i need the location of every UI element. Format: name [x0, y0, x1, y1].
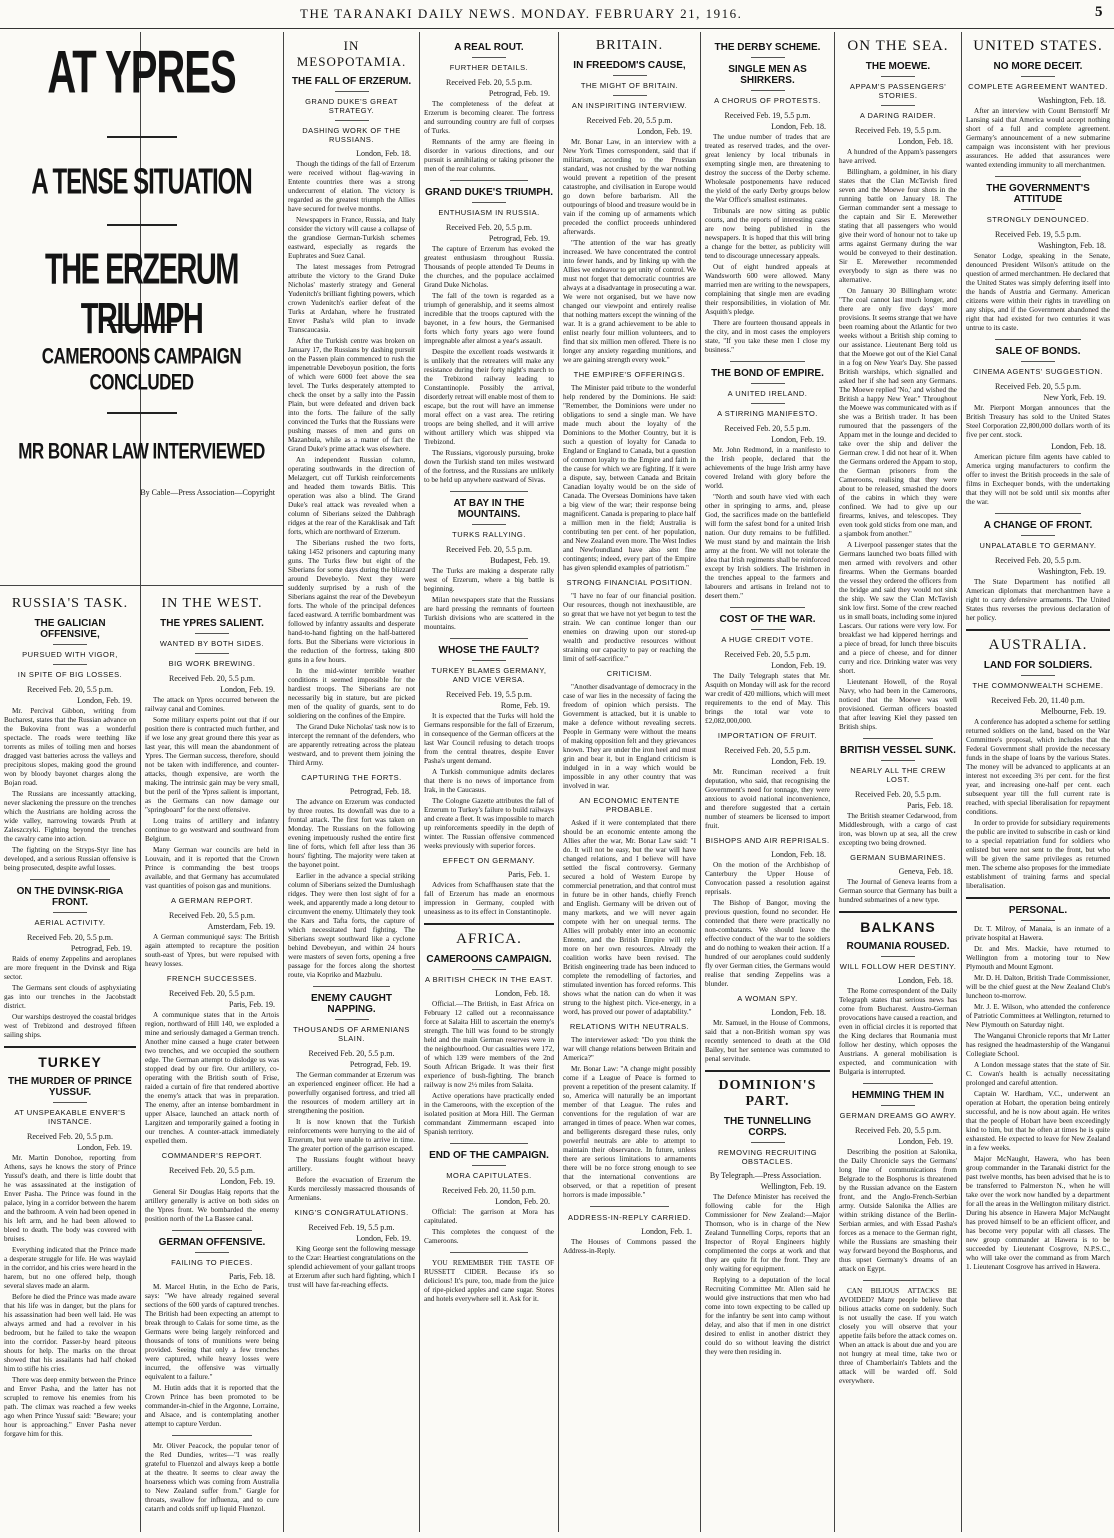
- dateline: London, Feb. 19.: [771, 661, 826, 670]
- paragraph: A Turkish communique admits declares that there is no news of importance from Irak, in the Caucasus.: [424, 768, 554, 794]
- paragraph: "North and south have vied with each other in springing to arms, and, please God, the sacrifices made on the battlefield will form the safest bond for a united Irish nation. Our duty remains to be fulfilled. We must stand by and maintain the Irish army at the front. We will not tolerate the idea that Irish regiments shall be reinforced except by Irish soldiers. The Irishmen in the trenches appeal to the farmers and labourers and artisans in Ireland not to desert them.": [705, 493, 830, 600]
- subhead: A UNITED IRELAND.: [727, 389, 808, 398]
- column-1: [0, 590, 140, 1538]
- paragraph: Mr. Pierpont Morgan announces that the British Treasury has sold to the United States Steel Corporation 22,800,000 dollars worth of its five per cent. stock.: [966, 404, 1110, 439]
- head-mesopotamia: IN MESOPOTAMIA.: [296, 38, 407, 69]
- dateline: London, Feb. 1.: [641, 1227, 692, 1236]
- received-line: Received Feb. 20, 5.5 p.m.: [855, 790, 941, 799]
- subhead: CAPTURING THE FORTS.: [301, 773, 402, 782]
- column-6: [701, 32, 834, 1532]
- paragraph: "The attention of the war has greatly increased. We have concentrated the control into fewer hands, and by linking up with the Allies we endeavor to get unity of control. We must not forget that democratic countries are always at a disadvantage in prosecuting a war. We were not organised, but we have now changed our viewpoint and entirely realise that nothing matters except the winning of the war. It is a grand achievement to be able to enlist nearly four million volunteers, and to find that six million men offered. There is no longer any anxiety regarding munitions, and we are gaining strength every week.": [563, 239, 696, 364]
- dateline: London, Feb. 19.: [771, 435, 826, 444]
- paragraph: Advices from Schaffhausen state that the fall of Erzerum has made an enormous impression in Germany, coupled with uneasiness as to its effect in Constantinople.: [424, 881, 554, 916]
- subhead: THOUSANDS OF ARMENIANS SLAIN.: [293, 1025, 410, 1043]
- received-line: Received Feb. 19, 5.5 p.m.: [308, 1223, 395, 1232]
- dateline: London, Feb. 18.: [356, 149, 411, 158]
- paragraph: The advance on Erzerum was conducted by three routes. Its downfall was due to a frontal attack. The first fort was taken on Monday. The Russians on the following evening impetuously rushed the entire first line of forts, which fell after less than 36 hours' fighting. The majority were taken at the bayonet point.: [288, 798, 415, 869]
- paragraph: King George sent the following message to the Czar: Heartiest congratulations on the splendid achievement of your gallant troops at Erzerum after such hard fighting, which I trust will have far-reaching effects.: [288, 1245, 415, 1289]
- received-line: Received Feb. 20, 5.5 p.m.: [169, 674, 255, 683]
- paragraph: Newspapers in France, Russia, and Italy consider the victory will cause a collapse of the grandiose German-Turkish schemes eastward, especially as regards the Euphrates and Suez Canal.: [288, 216, 415, 260]
- paragraph: A London message states that the state of Sir. C. Cowan's health is actually necessitating prolonged and careful attention.: [966, 1061, 1110, 1087]
- subhead: AT UNSPEAKABLE ENVER'S INSTANCE.: [14, 1108, 126, 1126]
- headline-tense-situation: A TENSE SITUATION: [31, 162, 252, 203]
- received-line: Received Feb. 19, 5.5 p.m.: [855, 126, 941, 135]
- paragraph: The fall of the town is regarded as a triumph of generalship, and it seems almost incredible that the troops captured with the bayonet, in a few hours, the Germanised forts which forty years ago were found impregnable after almost a year's assault.: [424, 292, 554, 345]
- advertisement: YOU REMEMBER THE TASTE OF RUSSETT CIDER. Because it's so delicious! It's pure, too, made from the juice of ripe-picked apples and cane sugar. Stores and hotels everywhere sell it. Ask for it.: [424, 1259, 554, 1303]
- dateline: Wellington, Feb. 19.: [760, 1182, 826, 1191]
- dateline: London, Feb. 19.: [77, 1143, 132, 1152]
- dateline: Petrograd, Feb. 19.: [488, 234, 550, 243]
- paragraph: Tribunals are now sitting as public courts, and the reports of interesting cases are now being published in the newspapers. It is hoped that this will bring a change for the better, as publicity will tend to discourage unnecessary appeals.: [705, 207, 830, 260]
- received-line: Received Feb. 20, 5.5 p.m.: [27, 685, 113, 694]
- paragraph: Before the evacuation of Erzerum the Kurds mercilessly massacred thousands of Armenians.: [288, 1176, 415, 1202]
- paragraph: Major McNaught, Hawera, who has been group commander in the Taranaki district for the past twelve months, has been advised that he is to be transferred to Palmerston N., when he will take over the work now handled by a department for all the areas in the Wellington military district. During his absence in Hawera Major McNaught has proved himself to be an efficient officer, and has become very popular with all classes. The new group commander at Hawera is to be succeeded by Lieutenant Cosgrove, N.P.S.C., who will take over the command as from March 1. Lieutenant Cosgrove has arrived in Hawera.: [966, 1155, 1110, 1271]
- paragraph: Mr. Bonar Law, in an interview with a New York Times correspondent, said that if militarism, according to the Prussian standard, was not crushed by the war nothing would prevent a repetition of the present catastrophe, and civilisation in Europe would go down before barbarism. All the outpourings of blood and treasure would be in vain if the coming up of armaments which preceded the conflict proceeds unhindered afterwards.: [563, 138, 696, 236]
- subhead: GERMAN SUBMARINES.: [850, 853, 946, 862]
- paragraph: Captain W. Hardham, V.C., underwent an operation at Hobart, the operation being entirely successful, and he is now about again. He writes that the people of Hobart have been exceedingly kind to him, but that he often at times he is quite exhausted. He expected to leave for New Zealand in a few weeks.: [966, 1090, 1110, 1152]
- column-3: [284, 32, 419, 1532]
- head-australia: AUSTRALIA.: [988, 637, 1088, 653]
- subhead: CRITICISM.: [606, 669, 653, 678]
- column-8: [962, 32, 1114, 1532]
- dateline: London, Feb. 18.: [1051, 442, 1106, 451]
- paragraph: M. Hutin adds that it is reported that the Crown Prince has been promoted to be commander-in-chief in the Argonne, Lorraine, and Alsace, and is contemplating another attempt to capture Verdun.: [145, 1384, 279, 1428]
- paragraph: The State Department has notified all American diplomats that merchantmen have a right to carry defensive armaments. The United States thus reverses the previous declaration of her policy.: [966, 578, 1110, 622]
- head-united-states: UNITED STATES.: [973, 38, 1103, 54]
- head-africa: AFRICA.: [456, 931, 522, 947]
- paragraph: The Germans sent clouds of asphyxiating gas into our trenches in the Jacobstadt district.: [4, 984, 136, 1010]
- paragraph: Mr. Percival Gibbon, writing from Bucharest, states that the Russian advance on the Bukovina front was a wonderful spectacle. The roads were teething like torrents as miles of toiling men and horses dragged vast batteries across the valleys and precipitous slopes, making good the ground won by bloody bayonet charges along the Bojan road.: [4, 707, 136, 787]
- paragraph: Dr. and Mrs. Mackie, have returned to Wellington from a motoring tour to New Plymouth and Mount Egmont.: [966, 945, 1110, 971]
- subhead: UNPALATABLE TO GERMANY.: [979, 541, 1097, 550]
- paragraph: Billingham, a goldminer, in his diary states that the Clan McTavish fired seven and the Moewe four shots in the running battle on January 18. The German commander sent a message to the captain and Sir E. Merewether stating that all passengers who would give their word of honour not to take up arms against Germany during the war would be conveyed to their destination. Sir E. Merewether recommended everybody to sign as there was no alternative.: [839, 168, 957, 284]
- head-turkey: TURKEY: [38, 1054, 102, 1070]
- subhead: DASHING WORK OF THE RUSSIANS.: [302, 126, 401, 144]
- head-in-the-west: IN THE WEST.: [161, 596, 263, 611]
- paragraph: The Grand Duke Nicholas' task now is to intercept the remnant of the defenders, who are apparently retreating across the plateau westward, and to prevent them joining the Third Army.: [288, 723, 415, 767]
- subhead: AN ECONOMIC ENTENTE PROBABLE.: [579, 796, 680, 814]
- received-line: Received Feb. 20, 5.5 p.m.: [169, 1166, 255, 1175]
- paragraph: The Journal of Geneva learns from a German source that Germany has built a hundred submarines of a new type.: [839, 878, 957, 904]
- byline: By Telegraph.—Press Association.: [709, 1171, 822, 1180]
- paragraph: Senator Lodge, speaking in the Senate, denounced President Wilson's attitude on the question of armed merchantmen. He declared that the United States was simply deferring itself into the hands of Austria and Germany. American citizens were within their rights in travelling on any ships, and if the Government abandoned the right that had existed for two centuries it was untrue to its caste.: [966, 252, 1110, 332]
- dateline: Rome, Feb. 19.: [500, 701, 550, 710]
- column-5: [559, 32, 700, 1532]
- paragraph: After the Turkish centre was broken on January 17, the Russians by dashing pursuit on the Passen plain commenced to rush the impenetrable Deveboyun position, the forts of which were 6000 feet above the sea level. The Turks desperately attempted to check the onset by a sally into the Passin Plain, but were defeated and driven back into the forts. The failure of the sally convinced the Turks that the Russians were pushing masses of men and guns on Mazanbula, while as a matter of fact the Grand Duke's prime attack was elsewhere.: [288, 337, 415, 453]
- dateline: London, Feb. 18.: [771, 122, 826, 131]
- dateline: Petrograd, Feb. 19.: [488, 89, 550, 98]
- paragraph: Mr. John Redmond, in a manifesto to the Irish people, declared that the achievements of the huge Irish army have covered Ireland with glory before the world.: [705, 446, 830, 490]
- dateline: London, Feb. 18.: [771, 850, 826, 859]
- dateline: Washington, Feb. 18.: [1037, 241, 1106, 250]
- paragraph: "Another disadvantage of democracy in the case of war lies in the necessity of facing the freedom of opinion which persists. The Government is attacked, but it is unable to make a defence without revealing secrets. People in Germany were without the means of making opposition felt and they grievances known. They are under the iron heel and must grin and bear it, but in England criticism is indulged in in a way which would be impossible in any other country that was involved in war.: [563, 683, 696, 790]
- subhead: APPAM'S PASSENGERS' STORIES.: [849, 82, 947, 100]
- paragraph: The undue number of trades that are treated as reserved trades, and the over-great leniency by local tribunals in exempting single men, are threatening to destroy the success of the Derby scheme. Wholesale postponements have reduced the yield of the early Derby groups below the War Office's smallest estimates.: [705, 133, 830, 204]
- paragraph: Remnants of the army are fleeing in disorder in various directions, and our pursuit is annihilating or taking prisoner the men of the rear columns.: [424, 138, 554, 173]
- subhead: COMPLETE AGREEMENT WANTED.: [968, 82, 1108, 91]
- paragraph: Describing the position at Salonika, the Daily Chronicle says the Germans' long line of communications from Belgrade to the Bosphorus is threatened by the Russian advance on the Eastern front, and the Anglo-French-Serbian army. Outside Salonika the Allies are within striking distance of the Berlin-Serbian armies, and with Essad Pasha's forces as a menace to the German right, while the Russians are smashing their way forward beyond the Bosphorus, and thus upset Germany's dreams of an attack on Egypt.: [839, 1148, 957, 1273]
- dateline: New York, Feb. 19.: [1043, 393, 1106, 402]
- head-hemming: HEMMING THEM IN: [851, 1090, 945, 1101]
- paragraph: The capture of Erzerum has evoked the greatest enthusiasm throughout Russia. Thousands of people attended Te Deums in the churches, and the populace acclaimed Grand Duke Nicholas.: [424, 245, 554, 289]
- head-enemy-caught: ENEMY CAUGHT NAPPING.: [311, 993, 392, 1015]
- paragraph: The British steamer Cedarwood, from Middlesbrough, with a cargo of cast iron, was blown up at sea, all the crew excepting two being drowned.: [839, 812, 957, 847]
- dateline: Paris, Feb. 18.: [229, 1272, 275, 1281]
- lead-headlines: [0, 34, 283, 634]
- head-dvinsk: ON THE DVINSK-RIGA FRONT.: [16, 886, 124, 908]
- head-bond-empire: THE BOND OF EMPIRE.: [711, 368, 824, 379]
- headline-erzerum-triumph: THE ERZERUM TRIUMPH: [45, 246, 238, 344]
- paragraph: The Russians, vigorously pursuing, broke down the Turkish stand ten miles westward of the fortress, and the Russians are unlikely to be held up anywhere eastward of Sivas.: [424, 449, 554, 484]
- subhead: THE COMMONWEALTH SCHEME.: [972, 681, 1104, 690]
- paragraph: This completes the conquest of the Cameroons.: [424, 1228, 554, 1245]
- dateline: Amsterdam, Feb. 19.: [207, 922, 275, 931]
- paragraph: Lieutenant Howell, of the Royal Navy, who had been in the Cameroons, noticed that the Moewe was well provisioned. German officers boasted that after leaving Kiel they passed ten British ships.: [839, 678, 957, 731]
- paragraph: Many German war councils are held in Louvain, and it is reported that the Crown Prince is commanding the best troops available, and that Germany has accumulated vast quantities of poison gas and munitions.: [145, 846, 279, 890]
- subhead: THE MIGHT OF BRITAIN.: [580, 81, 679, 90]
- paragraph: The attack on Ypres occurred between the railway canal and Comines.: [145, 696, 279, 713]
- headline-at-ypres: AT YPRES: [47, 40, 236, 106]
- subhead: PURSUED WITH VIGOR,: [22, 650, 118, 659]
- paragraph: Mr. Martin Donohoe, reporting from Athens, says he knows the story of Prince Yussuf's death, and there is little doubt that he was assassinated at the instigation of Enver Pasha. The Prince was found in the palace, lying in a corridor between the harem and the bathroom. A vein had been opened in his left arm, and he had been allowed to bleed to death. The body was covered with bruises.: [4, 1154, 136, 1243]
- paragraph: Our warships destroyed the coastal bridges west of Trebizond and destroyed fifteen sailing ships.: [4, 1013, 136, 1039]
- dateline: Geneva, Feb. 18.: [898, 867, 953, 876]
- head-government-attitude: THE GOVERNMENT'S ATTITUDE: [986, 183, 1090, 205]
- subhead: THE TUNNELLING CORPS.: [723, 1116, 812, 1138]
- advertisement: CAN BILIOUS ATTACKS BE AVOIDED? Many people believe that bilious attacks come on suddenly. Such is not usually the case. If you watch closely you will observe that your appetite fails before the attack comes on. When an attack is about due and you are not hungry at meal time, take two or three of Chamberlain's Tablets and the attack will be warded off. Sold everywhere.: [839, 1287, 957, 1385]
- subhead: THE FALL OF ERZERUM.: [291, 76, 412, 87]
- paragraph: On January 30 Billingham wrote: "The coal cannot last much longer, and there are only five days' more provisions. It seems strange that we have been roaming about the Atlantic for two weeks without a British ship coming to our assistance. Lieutenant Berg told us that the Moewe got out of the Kiel Canal in a fog on New Year's Day. She passed British warships, which signalled and asked her if she had seen any Germans. The Moewe replied 'No,' and wished the British a happy New Year." Throughout the Moewe was communicated with as if she was a British trader. It has been rumoured that the passengers of the Appam met in the lounge and decided to take over the ship and deliver the German crew. I did not hear of it. When the Germans ordered the Appam to stop, the German prisoners from the Cameroons, realising that they were about to be released, smashed the doors of the cabins in which they were confined. We had to give up our firearms, knives, and telescopes. They even took gold sticks from one man, and a sjambok from another.": [839, 287, 957, 538]
- subhead: NO MORE DECEIT.: [993, 61, 1083, 72]
- dateline: London, Feb. 19.: [220, 1177, 275, 1186]
- subhead: AERIAL ACTIVITY.: [34, 918, 106, 927]
- head-personal: PERSONAL.: [1008, 905, 1068, 916]
- head-whose-fault: WHOSE THE FAULT?: [438, 645, 540, 656]
- head-real-rout: A REAL ROUT.: [454, 42, 524, 53]
- dateline: London, Feb. 19.: [220, 685, 275, 694]
- paragraph: The Siberians rushed the two forts, taking 1452 prisoners and capturing many guns. The Turks flew but eight of the Siberians for some days during the blizzard around Devebeylo. Next they were suddenly surprised by a rush of the Siberians against the rear of the Devebeyun forts. The whole of the principal defences faced eastward. A terrific bombardment was followed by infantry assaults and desperate hand-to-hand fighting on the half-battered forts. But the Siberians were victorious in the reduction of the fortress, taking 800 guns in a few hours.: [288, 539, 415, 664]
- paragraph: In the mid-winter terrible weather conditions it seemed impossible for the hardiest troops. The Siberians are not necessarily big in stature, but are picked men of the quality of guards, sent to do soldiering on the confines of the Empire.: [288, 667, 415, 720]
- dateline: London, Feb. 18.: [898, 976, 953, 985]
- head-end-campaign: END OF THE CAMPAIGN.: [429, 1150, 549, 1161]
- paragraph: American picture film agents have cabled to America urging manufacturers to confirm the offer to invest the British proceeds in the sale of films in Exchequer bonds, with the undertaking that they will not be sold until six months after the war.: [966, 453, 1110, 506]
- received-line: Received Feb. 20, 5.5 p.m.: [446, 78, 532, 87]
- subhead: GRAND DUKE'S GREAT STRATEGY.: [305, 97, 398, 115]
- subhead: ADDRESS-IN-REPLY CARRIED.: [567, 1213, 692, 1222]
- headline-bonar-law: MR BONAR LAW INTERVIEWED: [18, 439, 265, 464]
- subhead: WILL FOLLOW HER DESTINY.: [839, 962, 957, 971]
- paragraph: A German communiqué says: The British again attempted to recapture the position south-east of Ypres, but were repulsed with heavy losses.: [145, 933, 279, 968]
- subhead: WANTED BY BOTH SIDES.: [159, 639, 265, 648]
- paragraph: The Russians are incessantly attacking, never slackening the pressure on the trenches which the Austrians are holding across the wide valley, narrowing towards Pruth at Zaleszczyki. Fighting beyond the trenches the cavalry came into action.: [4, 790, 136, 843]
- dateline: Petrograd, Feb. 18.: [349, 787, 411, 796]
- received-line: Received Feb. 20, 5.5 p.m.: [855, 1126, 941, 1135]
- cable-credit: By Cable—Press Association—Copyright: [140, 488, 275, 497]
- subhead: GERMAN DREAMS GO AWRY.: [839, 1111, 957, 1120]
- dateline: Petrograd, Feb. 19.: [70, 944, 132, 953]
- paragraph: The Defence Minister has received the following cable for the High Commissioner for New Zealand:—Major Thomson, who is in charge of the New Zealand Tunnelling Corps, reports that an Inspector of Royal Engineers highly complimented the corps at work and that they are quite fit for the front. They are only waiting for equipment.: [705, 1193, 830, 1273]
- subhead: NEARLY ALL THE CREW LOST.: [850, 766, 946, 784]
- dateline: London, Feb. 18.: [495, 989, 550, 998]
- dateline: London, Feb. 20.: [495, 1197, 550, 1206]
- paragraph: General Sir Douglas Haig reports that the artillery generally is active on both sides on the Ypres front. We bombarded the enemy position north of the La Bassee canal.: [145, 1188, 279, 1223]
- received-line: Received Feb. 20, 5.5 p.m.: [169, 989, 255, 998]
- subhead: THE MOEWE.: [865, 61, 931, 72]
- subhead: REMOVING RECRUITING OBSTACLES.: [717, 1148, 818, 1166]
- paragraph: Asked if it were contemplated that there should be an economic entente among the Allies after the war, Mr. Bonar Law said: "I do. It will not be easy, but the war will have changed relations, and I believe will have settled the fiscal controversy. Germany secured a hold of Western Europe by commercial penetration, and that control must in future be in other hands, chiefly French and English. Germany will be driven out of many markets, and we will never again compete with her on unequal terms. The Allies will probably enter into an economic Entente, and the British Empire will rely more on her own resources. Already the coalition works have been revised. The British engineering trade has been induced to complete the remodelling of factories, and stimulated invention has forced reforms. This shows what the nation can do when it was strung to the highest pitch. Vice-energy, in a word, has proved our power of adaptability.": [563, 819, 696, 1016]
- paragraph: The Wanganui Chronicle reports that Mr Latter has resigned the headmastership of the Wanganui Collegiate School.: [966, 1032, 1110, 1058]
- subhead: AN INSPIRITING INTERVIEW.: [571, 101, 688, 110]
- dateline: Paris, Feb. 19.: [229, 1000, 275, 1009]
- subhead: FURTHER DETAILS.: [449, 63, 529, 72]
- paragraph: Mr. Bonar Law: "A change might possibly come if a League of Peace is formed to prevent a repetition of the present calamity. If so, America will naturally be an important member of that League. The rules and conventions for the regulation of war are arranged in times of peace. When war comes, and belligerents disregard these rules, only powerful neutrals are able to attempt to maintain their observance. In future, unless there are serious limitations to armaments there will be no force strong enough to see that the international conventions are observed, or that a repetition of present horrors is made impossible.": [563, 1065, 696, 1199]
- paragraph: Raids of enemy Zeppelins and aeroplanes are more frequent in the Dvinsk and Riga sector.: [4, 955, 136, 981]
- paragraph: The completeness of the defeat at Erzerum is becoming clearer. The fortress and surrounding country are full of corpses of Turks.: [424, 100, 554, 135]
- subhead: THE MURDER OF PRINCE YUSSUF.: [8, 1076, 132, 1098]
- masthead: [0, 6, 1114, 29]
- subhead: A HUGE CREDIT VOTE.: [721, 635, 814, 644]
- advertisement: Mr. Oliver Peacock, the popular tenor of the Red Dundies, writes—"I was really grateful to Fluenzol and always keep a bottle at the theatre. It seems to clear away the hoarseness which was coming from Australia to New Zealand suffer from." Gargle for throats, swallow for influenza, and to cure catarrh and colds sniff up liquid Fluenzol.: [145, 1442, 279, 1513]
- dateline: London, Feb. 19.: [77, 696, 132, 705]
- paragraph: "I have no fear of our financial position. Our resources, though not inexhaustible, are so great that we have not yet begun to test the strain. We can continue longer than our enemies on drawing upon our stored-up wealth and productive resources without straining our capacity to pay or reaching the limit of self-sacrifice.": [563, 592, 696, 663]
- dateline: London, Feb. 19.: [356, 1234, 411, 1243]
- masthead-title: THE TARANAKI DAILY NEWS. MONDAY. FEBRUARY 21, 1916.: [300, 6, 743, 21]
- received-line: Received Feb. 20, 5.5 p.m.: [27, 933, 113, 942]
- head-balkans: BALKANS: [860, 919, 936, 935]
- paragraph: Though the tidings of the fall of Erzerum were received without flag-waving in Entente countries there was a strong undercurrent of elation. The victory is regarded as the greatest triumph the Allies have secured for twelve months.: [288, 160, 415, 213]
- paragraph: Active operations have practically ended in the Cameroons, with the exception of the isolated position at Mora Hill. The German commandant Zimmermann escaped into Spanish territory.: [424, 1092, 554, 1136]
- subhead: BIG WORK BREWING.: [168, 659, 256, 668]
- received-line: Received Feb. 20, 5.5 p.m.: [724, 746, 811, 755]
- subhead: ENTHUSIASM IN RUSSIA.: [438, 208, 540, 217]
- paragraph: In order to provide for subsidiary requirements the public are invited to subscribe in cash or kind to a special repatriation fund for soldiers who enlisted but were not sent to the front, but who will be given the same privileges as returned men. The scheme also proposes for the immediate establishment of training farms and special liberalisation.: [966, 819, 1110, 890]
- subhead: KING'S CONGRATULATIONS.: [294, 1208, 409, 1217]
- received-line: Received Feb. 20, 5.5 p.m.: [724, 650, 811, 659]
- dateline: London, Feb. 19.: [637, 127, 692, 136]
- subhead: THE GALICIAN OFFENSIVE,: [34, 618, 106, 640]
- headline-cameroons: CAMEROONS CAMPAIGN CONCLUDED: [41, 344, 242, 395]
- subhead: A GERMAN REPORT.: [170, 896, 254, 905]
- subhead: A STIRRING MANIFESTO.: [717, 409, 818, 418]
- received-line: Received Feb. 20, 5.5 p.m.: [995, 382, 1081, 391]
- dateline: Washington, Feb. 19.: [1037, 567, 1106, 576]
- head-vessel-sunk: BRITISH VESSEL SUNK.: [840, 745, 956, 756]
- paragraph: There are fourteen thousand appeals in the city, and in most cases the employers state, "If you take these men I close my business.": [705, 319, 830, 354]
- subhead: IN FREEDOM'S CAUSE,: [573, 60, 686, 71]
- paragraph: Earlier in the advance a special striking column of Siberians seized the Dumlushagh ridges. They were then lost sight of for a week, and apparently made a long detour to circumvent the enemy. Ultimately they took the Kars and Tafta forts, the capture of which necessitated hard fighting. The Siberians swept southward like a cyclone behind Devebeyun, and within 24 hours were masters of seven forts, opening a free passage for the forces along the shortest route, via Kopriko and Mazbulu.: [288, 872, 415, 979]
- subhead: STRONGLY DENOUNCED.: [986, 215, 1090, 224]
- paragraph: The Rome correspondent of the Daily Telegraph states that serious news has come from Bucharest. Austro-German provocations have caused a reaction, and even in official circles it is reported that the King declares that Roumania must follow her destiny, which opposes the Austrians. A general mobilisation is expected, and communication with Bulgaria is interrupted.: [839, 987, 957, 1076]
- subhead: A CHORUS OF PROTESTS.: [714, 96, 821, 105]
- paragraph: A hundred of the Appam's passengers have arrived.: [839, 148, 957, 165]
- received-line: Received Feb. 20, 11.40 p.m.: [991, 696, 1085, 705]
- subhead: IN SPITE OF BIG LOSSES.: [17, 670, 123, 679]
- dateline: Melbourne, Feb. 19.: [1040, 707, 1106, 716]
- subhead: FRENCH SUCCESSES.: [166, 974, 258, 983]
- subhead: MORA CAPITULATES.: [446, 1171, 532, 1180]
- paragraph: Mr. J. E. Wilson, who attended the conference of Patriotic Committees at Wellington, returned to New Plymouth on Saturday night.: [966, 1003, 1111, 1029]
- head-cost-war: COST OF THE WAR.: [719, 614, 816, 625]
- subhead: A DARING RAIDER.: [859, 111, 937, 120]
- paragraph: The Minister paid tribute to the wonderful help rendered by the Dominions. He said: "Remember, the Dominions were under no obligations to send a single man. We have made much about the loyalty of the Dominions to the Mother Country, but it is such a question of loyalty for Canada to England or England to Canada, but a question of common loyalty to the Empire and faith in the cause for which we are fighting. If it were a dispute, say, between Canada and Britain Canadian loyalty would be on the side of Canada. The Overseas Dominions have taken a big view of the war; their response being magnificent. Canada is preparing to place half a million men in the field; Australia is contributing ten per cent. of her population, and New Zealand even more. The West Indies and Newfoundland have also sent fine contingents; indeed, every part of the Empire has given splendid examples of patriotism.": [563, 384, 696, 572]
- paragraph: Despite the excellent roads westwards it is unlikely that the retreaters will make any resistance during their forty night's march to the Trebizond railway leading to Constantinople. Possibly the arrival, disorderly retreat will enable most of them to escape, but the rout will have an immense moral effect on a vast area. The retiring troops are being shelled, and it will arrive without artillery which was shipped via Trebizond.: [424, 348, 554, 446]
- received-line: Received Feb. 20, 5.5 p.m.: [27, 1132, 113, 1141]
- dateline: Paris, Feb. 18.: [907, 801, 953, 810]
- paragraph: A conference has adopted a scheme for settling returned soldiers on the land, based on the War Committee's proposal, which includes that the Federal Government shall provide the necessary funds in the shape of loans by the various States. The money will be advanced to applicants at an interest not exceeding 3½ per cent. for the first year, and increasing one-half per cent. each subsequent year till the full current rate is reached, with special liberalisation for repayment conditions.: [966, 718, 1110, 816]
- subhead: FAILING TO PIECES.: [171, 1258, 253, 1267]
- paragraph: The interviewer asked: "Do you think the war will change relations between Britain and America?": [563, 1036, 696, 1062]
- received-line: Received Feb. 20, 5.5 p.m.: [169, 911, 255, 920]
- column-2: [141, 590, 283, 1538]
- paragraph: A Liverpool passenger states that the Germans launched two boats filled with men armed with revolvers and other firearms. When the Germans boarded the vessel they ordered the officers from the bridge and said they would not sink the ship. We saw the Clan McTavish sink low first. Some of the crew reached us in small boats, including some injured Lascars. Our rations were very low. For breakfast we had kippered herrings and a piece of bread, for lunch three biscuits and a piece of cheese, and for dinner curry and rice. Drinking water was very short.: [839, 541, 957, 675]
- paragraph: The fighting on the Stryps-Styr line has developed, and a serious Russian offensive is being prosecuted, despite awful losses.: [4, 846, 136, 872]
- head-dominions-part: DOMINION'S PART.: [718, 1078, 817, 1109]
- paragraph: The latest messages from Petrograd attribute the victory to the Grand Duke Nicholas' masterly strategy and General Yudenitch's brilliant fighting powers, which crown Yudenitch's earlier defeat of the Turks at Ardahan, where he frustrated Enver Pasha's wild plan to invade Transcaucasia.: [288, 263, 415, 334]
- received-line: Received Feb. 19, 5.5 p.m.: [446, 690, 532, 699]
- paragraph: Replying to a deputation of the local Recruiting Committee Mr. Allen said he would give instructions that men who had come into town expecting to be called up for the infantry be sent into camp without delay, and also that if men in one district desired to enlist in another district they could do so without leaving the district they were then residing in.: [705, 1276, 830, 1356]
- dateline: London, Feb. 18.: [898, 137, 953, 146]
- subhead: RELATIONS WITH NEUTRALS.: [569, 1022, 690, 1031]
- paragraph: Mr. D. H. Dalton, British Trade Commissioner, will be the chief guest at the New Zealand Club's luncheon to-morrow.: [966, 974, 1110, 1000]
- paragraph: The Bishop of Bangor, moving the previous question, found no seconder. He contended that there were practically no non-combatants. We should leave the effective conduct of the war to the soldiers and do nothing to weaken their action. If a hundred of our aeroplanes could suddenly fly over German cities, the Germans would realise that sending Zeppelins was a blunder.: [705, 899, 830, 988]
- received-line: Received Feb. 20, 5.5 p.m.: [586, 116, 673, 125]
- head-derby-scheme: THE DERBY SCHEME.: [714, 42, 821, 53]
- subhead: A BRITISH CHECK IN THE EAST.: [424, 975, 554, 984]
- page-number: 5: [1095, 4, 1104, 20]
- paragraph: Mr. Samuel, in the House of Commons, said that a non-British woman spy was recently sentenced to death at the Old Bailey, but her sentence was commuted to penal servitude.: [705, 1019, 830, 1063]
- received-line: Received Feb. 20, 5.5 p.m.: [446, 223, 532, 232]
- head-german-offensive: GERMAN OFFENSIVE.: [158, 1237, 266, 1248]
- paragraph: There was deep enmity between the Prince and Enver Pasha, and the latter has not scrupled to remove his enemies from his path. The climax was reached a few weeks ago when Prince Yussuf said: "Beware; your hour is approaching." Enver Pasha never forgave him for this.: [4, 1376, 136, 1438]
- paragraph: Milan newspapers state that the Russians are hard pressing the remnants of fourteen Turkish divisions who are scattered in the mountains.: [424, 596, 554, 631]
- subhead: EFFECT ON GERMANY.: [442, 856, 536, 865]
- paragraph: The Cologne Gazette attributes the fall of Erzerum to Turkey's failure to build railways and create a fleet. It was impossible to march up reinforcements speedily in the depth of winter. The Russian offensive commenced weeks previously with superior forces.: [424, 797, 554, 850]
- paragraph: The Houses of Commons passed the Address-in-Reply.: [563, 1238, 696, 1255]
- dateline: Paris, Feb. 1.: [508, 870, 550, 879]
- subhead: TURKS RALLYING.: [452, 530, 526, 539]
- dateline: London, Feb. 19.: [898, 1137, 953, 1146]
- subhead: CAMEROONS CAMPAIGN.: [426, 954, 552, 965]
- dateline: London, Feb. 18.: [771, 1008, 826, 1017]
- head-on-the-sea: ON THE SEA.: [847, 38, 949, 54]
- received-line: Received Feb. 19, 5.5 p.m.: [724, 111, 811, 120]
- paragraph: An independent Russian column, operating southwards in the direction of Melazgert, cut off Turkish reinforcements and headed them towards Bitlis. This operation was also a blind. The Grand Duke's real attack was revealed when a column of Siberians seized the Dahbragh ridges at the rear of the Karaklisak and Taft forts, which are northward of Erzerum.: [288, 456, 415, 536]
- subhead: LAND FOR SOLDIERS.: [983, 660, 1093, 671]
- paragraph: A communique states that in the Artois region, northward of Hill 140, we exploded a mine and seriously damaged a German trench. Another mine caused a huge crater between two trenches, and we occupied the southern edge. The German attempt to dislodge us was stopped dead by our fire. Our artillery, co-operating with the British south of Frise, raided a curtain of fire that rendered abortive the enemy's attack that was in preparation. The enemy, after an intense bombardment in upper Alsace, launched an attack north of Largitzen and temporarily gained a footing in our trenches. A counter-attack immediately expelled them.: [145, 1011, 279, 1145]
- subhead: IMPORTATION OF FRUIT.: [717, 731, 818, 740]
- paragraph: The German commander at Erzerum was an experienced engineer officer. He had a powerfully organised fortress, and tried all the resources of modern artillery art in strengthening the position.: [288, 1071, 415, 1115]
- paragraph: Dr. T. Milroy, of Manaia, is an inmate of a private hospital at Hawera.: [966, 925, 1110, 942]
- paragraph: Before he died the Prince was made aware that his life was in danger, but the plans for his assassination had been well laid. He was always armed and had a revolver in his bedroom, but he failed to take the weapon into the corridor. Passer-by heard piteous shouts for help. The marks on the throat showed that his assailants had half choked him to stifle his cries.: [4, 1293, 136, 1373]
- head-single-men: SINGLE MEN AS SHIRKERS.: [728, 64, 807, 86]
- dateline: London, Feb. 19.: [771, 757, 826, 766]
- column-7: [835, 32, 961, 1532]
- head-russias-task: RUSSIA'S TASK.: [11, 596, 129, 611]
- received-line: Received Feb. 20, 5.5 p.m.: [446, 545, 532, 554]
- paragraph: It is expected that the Turks will hold the Germans responsible for the fall of Erzerum, in consequence of the German officers at the last War Council refusing to detach troops from the central theatres, despite Enver Pasha's urgent demand.: [424, 712, 554, 765]
- head-britain: BRITAIN.: [595, 38, 664, 53]
- subhead: BISHOPS AND AIR REPRISALS.: [705, 836, 830, 845]
- paragraph: It is now known that the Turkish reinforcements were hurrying to the aid of Erzerum, but were unable to arrive in time. The greater portion of the garrison escaped.: [288, 1118, 415, 1153]
- paragraph: Long trains of artillery and infantry continue to go westward and southward from Belgium.: [145, 817, 279, 843]
- paragraph: The Russians fought without heavy artillery.: [288, 1156, 415, 1173]
- paragraph: M. Marcel Hutin, in the Echo de Paris, says: "We have already regained several sections of the 600 yards of captured trenches. The British had been expecting an attempt to break through to Calais for some time, as the Germans were being largely reinforced and thousands of tons of munitions were being provided. Seeing that only a few trenches were captured, while heavy losses were incurred, the offensive was virtually equivalent to a failure.": [145, 1283, 279, 1381]
- paragraph: Everything indicated that the Prince made a desperate struggle for life. He was waylaid in the corridor, and his cries were heard in the harem, but no one offered help, though several slaves made an alarm.: [4, 1246, 136, 1290]
- subhead: A WOMAN SPY.: [737, 994, 798, 1003]
- subhead: THE EMPIRE'S OFFERINGS.: [573, 370, 686, 379]
- head-change-front: A CHANGE OF FRONT.: [983, 520, 1093, 531]
- subhead: CINEMA AGENTS' SUGGESTION.: [973, 367, 1103, 376]
- column-4: [420, 32, 558, 1532]
- subhead: COMMANDER'S REPORT.: [161, 1151, 263, 1160]
- paragraph: Out of eight hundred appeals at Wandsworth 600 were allowed. Many married men are writing to the newspapers, complaining that single men are evading their responsibilities, in violation of Mr. Asquith's pledge.: [705, 263, 830, 316]
- dateline: Petrograd, Feb. 19.: [349, 1060, 411, 1069]
- subhead: TURKEY BLAMES GERMANY, AND VICE VERSA.: [431, 666, 547, 684]
- paragraph: Official: The garrison at Mora has capitulated.: [424, 1208, 554, 1225]
- received-line: Received Feb. 20, 5.5 p.m.: [724, 424, 811, 433]
- paragraph: The Daily Telegraph states that Mr. Asquith on Monday will ask for the record war credit of 420 millions, which will meet requirements to the end of May. This brings the total war vote to £2,082,000,000.: [705, 672, 830, 725]
- subhead: STRONG FINANCIAL POSITION.: [566, 578, 693, 587]
- dateline: Washington, Feb. 18.: [1037, 96, 1106, 105]
- received-line: Received Feb. 20, 5.5 p.m.: [308, 1049, 395, 1058]
- dateline: Budapest, Feb. 19.: [490, 556, 550, 565]
- received-line: Received Feb. 20, 5.5 p.m.: [995, 556, 1081, 565]
- paragraph: The Turks are making a desperate rally west of Erzerum, where a big battle is beginning.: [424, 567, 554, 593]
- paragraph: After an interview with Count Bernstorff Mr Lansing said that America would accept nothing short of a full and complete agreement. Germany's announcement of a new submarine campaign was inconsistent with her previous assurances. He added that assurances were wanted extending immunity to all merchantmen.: [966, 107, 1110, 169]
- head-grand-duke: GRAND DUKE'S TRIUMPH.: [425, 187, 553, 198]
- paragraph: Official.—The British, in East Africa on February 12 called out a reconnaissance force at Salaita Hill to ascertain the enemy's strength. The hill was found to be strongly held and the main German reserves were in the neighbourhood. Our casualties were 172, of which 139 were members of the 2nd South African Brigade. It was their first experience of bush-fighting. The branch railway is now 2½ miles from Salaita.: [424, 1000, 554, 1089]
- subhead: THE YPRES SALIENT.: [160, 618, 264, 629]
- head-sale-bonds: SALE OF BONDS.: [995, 346, 1081, 357]
- received-line: Received Feb. 20, 11.50 p.m.: [442, 1186, 536, 1195]
- received-line: Received Feb. 19, 5.5 p.m.: [995, 230, 1081, 239]
- paragraph: Mr. Runciman received a fruit deputation, who said, that recognising the Government's need for tonnage, they were anxious to avoid national inconvenience, and therefore suggested that a certain number of steamers be licensed to import fruit.: [705, 768, 830, 830]
- paragraph: Some military experts point out that if our position there is contracted much further, and if we lose any great ground there this year as last year, this will mean the abandonment of Ypres. The German success, therefore, should not be taken with indifference, and counter-attacks, though expensive, are worth the making. The intrinsic gain may be very small, but the peril of the Ypres salient is important, as the Germans can now damage our "springboard" for the next offensive.: [145, 716, 279, 814]
- subhead: ROUMANIA ROUSED.: [846, 941, 950, 952]
- paragraph: On the motion of the Archbishop of Canterbury the Upper House of Convocation passed a resolution against reprisals.: [705, 861, 830, 896]
- head-at-bay: AT BAY IN THE MOUNTAINS.: [453, 498, 525, 520]
